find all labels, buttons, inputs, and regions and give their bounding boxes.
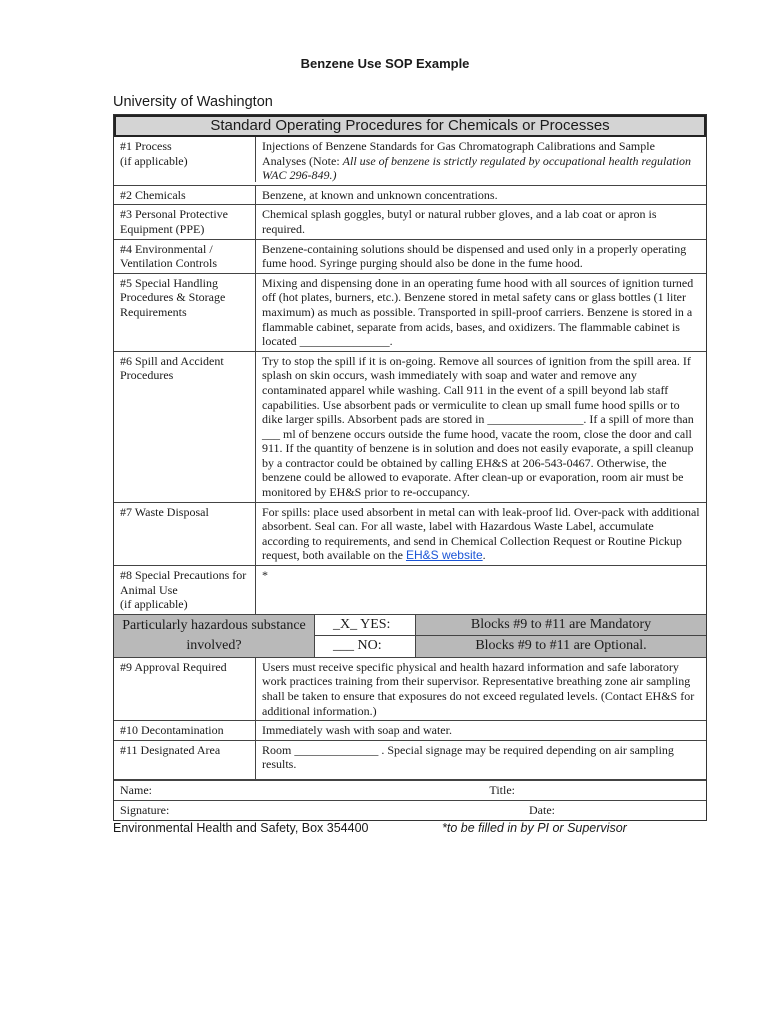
- row-content: For spills: place used absorbent in metal can with leak-proof lid. Over-pack with additional absorbent. Seal can. For all waste, label with Hazardous Waste Label, accumulate according to requirements, and send in Chemical Collection Request or Routine Pickup request, both available on the EH&S website.: [262, 504, 700, 563]
- row-label: #8 Special Precautions for Animal Use (if applicable): [114, 566, 256, 614]
- row-label: #5 Special Handling Procedures & Storage Requirements: [114, 274, 256, 351]
- table-row: [114, 741, 706, 781]
- title-label: Title:: [489, 782, 515, 797]
- table-row: [114, 137, 706, 186]
- footer-address: Environmental Health and Safety, Box 354400: [113, 821, 369, 835]
- row-content: Mixing and dispensing done in an operating fume hood with all sources of ignition turned off (hot plates, burners, etc.). Benzene stored in metal safety cans or glass bottles (1 liter maximum) as much as possible. Transported in spill-proof carriers. Benzene is stored in a flammable cabinet, separate from acids, bases, and oxidizers. The flammable cabinet is located _______________.: [262, 275, 694, 349]
- table-row: [114, 658, 706, 721]
- hazard-question: Particularly hazardous substance involved?: [114, 615, 315, 657]
- row-content: Try to stop the spill if it is on-going. Remove all sources of ignition from the spill area. If splash on skin occurs, wash immediately with soap and water and remove any contaminated apparel while washing. Call 911 in the event of a spill beyond lab staff capabilities. Use absorbent pads or vermiculite to clean up small fume hood spills or to dike larger spills. Absorbent pads are stored in ________________. If a spill of more than ___ ml of benzene occurs outside the fume hood, vacate the room, close the door and call 911. If the quantity of benzene is in solution and does not easily evaporate, a spill cleanup by a contractor could be obtained by calling EH&S at 206-543-0467. Otherwise, the benzene could be allowed to evaporate. After clean-up or evaporation, room air must be monitored by EH&S prior to re-occupancy.: [262, 353, 694, 500]
- row-label: #4 Environmental / Ventilation Controls: [114, 240, 256, 273]
- hazard-results: [416, 615, 706, 657]
- table-row: [114, 274, 706, 352]
- row-label: #10 Decontamination: [114, 721, 256, 740]
- table-row: [114, 205, 706, 239]
- row-content: Benzene, at known and unknown concentrations.: [262, 187, 498, 202]
- row-content: *: [262, 568, 268, 583]
- row-content: Injections of Benzene Standards for Gas Chromatograph Calibrations and Sample Analyses (Note: All use of benzene is strictly regulated by occupational health regulation WAC 296-849.): [262, 139, 692, 183]
- row-content: Benzene-containing solutions should be dispensed and used only in a properly operating fume hood. Syringe purging should also be done in the fume hood.: [262, 241, 687, 271]
- name-label: Name:: [120, 782, 152, 797]
- row-label: #9 Approval Required: [114, 658, 256, 720]
- page-title: Benzene Use SOP Example: [300, 56, 470, 71]
- no-result: Blocks #9 to #11 are Optional.: [475, 637, 647, 653]
- hazard-options: [315, 615, 416, 657]
- table-row: [114, 186, 706, 206]
- table-row: [114, 240, 706, 274]
- signature-row-name: [114, 781, 706, 800]
- row-content: Immediately wash with soap and water.: [262, 723, 452, 738]
- table-row: [114, 352, 706, 503]
- footer-note: *to be filled in by PI or Supervisor: [442, 821, 627, 835]
- signature-label: Signature:: [120, 802, 170, 817]
- row-label: #2 Chemicals: [114, 186, 256, 205]
- table-row: [114, 566, 706, 615]
- table-row: [114, 721, 706, 741]
- date-label: Date:: [529, 802, 555, 817]
- sop-table: [113, 114, 707, 821]
- row-label: #11 Designated Area: [114, 741, 256, 779]
- row-content: Users must receive specific physical and health hazard information and safe laboratory work practices training from their supervisor. Representative breathing zone air sampling shall be taken to ensure that exposures do not exceed regulated levels. (Contact EH&S for additional information.): [262, 659, 695, 718]
- row-label: #1 Process (if applicable): [114, 137, 256, 182]
- ehs-website-link[interactable]: EH&S website: [405, 548, 483, 563]
- row-content: Room ______________ . Special signage may be required depending on air sampling results.: [262, 742, 674, 772]
- yes-result: Blocks #9 to #11 are Mandatory: [416, 615, 706, 636]
- table-header: Standard Operating Procedures for Chemicals or Processes: [114, 115, 706, 137]
- hazard-section: [114, 615, 706, 658]
- no-option[interactable]: ___ NO:: [333, 637, 382, 653]
- row-label: #6 Spill and Accident Procedures: [114, 352, 256, 502]
- organization-name: University of Washington: [113, 94, 273, 110]
- row-label: #7 Waste Disposal: [114, 503, 256, 565]
- signature-row-signature: [114, 800, 706, 820]
- row-label: #3 Personal Protective Equipment (PPE): [114, 205, 256, 238]
- yes-option[interactable]: _X_ YES:: [315, 615, 415, 636]
- table-row: [114, 503, 706, 566]
- row-content: Chemical splash goggles, butyl or natural rubber gloves, and a lab coat or apron is required.: [262, 207, 657, 236]
